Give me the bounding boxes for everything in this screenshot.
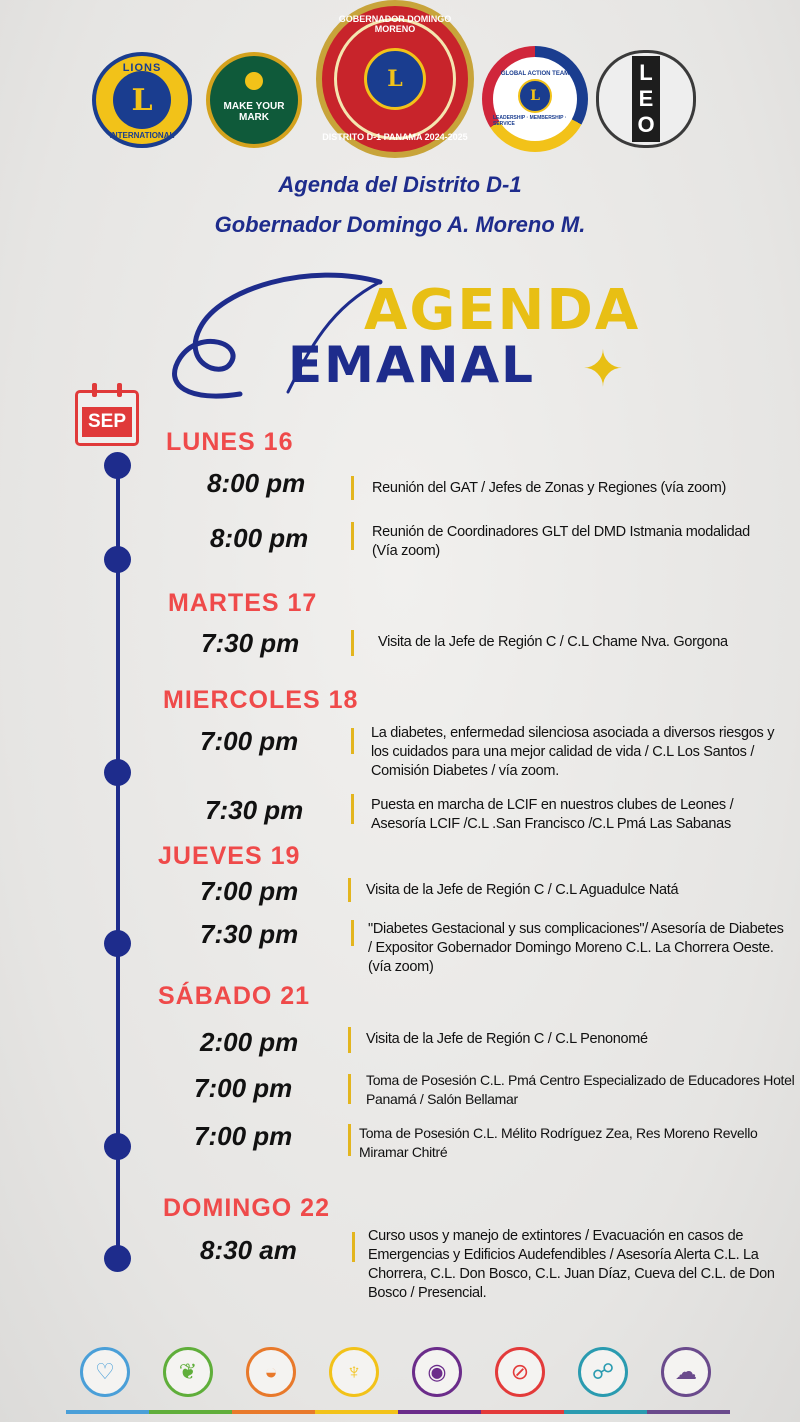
leo-letters: [632, 56, 660, 142]
event-divider: [351, 728, 354, 754]
timeline-node: [104, 452, 131, 479]
timeline-node: [104, 759, 131, 786]
seal-top-text: GOBERNADOR DOMINGO MORENO: [338, 14, 452, 34]
hands-heart-icon: ♡: [80, 1347, 130, 1397]
cause-color-strip: [149, 1410, 232, 1414]
event-time: 8:30 am: [200, 1235, 297, 1265]
cause-color-strip: [315, 1410, 398, 1414]
event-divider: [348, 1074, 351, 1104]
event-description: Visita de la Jefe de Región C / C.L Chame Nva. Gorgona: [378, 634, 728, 650]
lions-international-logo: [92, 52, 192, 148]
event-time: 8:00 pm: [210, 523, 309, 553]
title-semanal: EMANAL: [288, 336, 536, 394]
timeline-node: [104, 1133, 131, 1160]
gat-letter: L: [518, 79, 552, 113]
calendar-ring-left: [92, 383, 97, 397]
timeline-node: [104, 930, 131, 957]
ribbon-icon: ♆: [329, 1347, 379, 1397]
calendar-month: SEP: [82, 407, 132, 437]
cause-color-strip: [647, 1410, 730, 1414]
event-description: La diabetes, enfermedad silenciosa asociada a diversos riesgos y los cuidados para una mejor calidad de vida / C.L Los Santos / Comisión Diabetes / vía zoom.: [371, 725, 775, 779]
event-description: "Diabetes Gestacional y sus complicaciones"/ Asesoría de Diabetes / Expositor Gobernador Domingo Moreno C.L. La Chorrera Oeste. (vía zoom): [368, 921, 784, 975]
event-time: 7:30 pm: [201, 628, 300, 658]
event-divider: [348, 1027, 351, 1053]
make-your-mark-text: MAKE YOUR MARK: [223, 101, 285, 123]
event-description: Reunión del GAT / Jefes de Zonas y Regiones (vía zoom): [372, 480, 727, 496]
event-time: 7:00 pm: [194, 1073, 293, 1103]
lion-emblem-icon: [245, 72, 263, 90]
event-time: 7:00 pm: [194, 1121, 293, 1151]
day-heading: DOMINGO 22: [163, 1194, 330, 1222]
header-line-2: Gobernador Domingo A. Moreno M.: [214, 212, 586, 237]
global-action-team-logo: [482, 46, 588, 152]
timeline-node: [104, 1245, 131, 1272]
event-divider: [351, 920, 354, 946]
event-divider: [352, 1232, 355, 1262]
event-description: Puesta en marcha de LCIF en nuestros clubes de Leones / Asesoría LCIF /C.L .San Francisco /C.L Pmá Las Sabanas: [371, 797, 734, 832]
lions-logo-bottom-text: INTERNATIONAL: [109, 131, 175, 140]
leo-letter-l: L: [639, 60, 653, 85]
cause-color-strip: [66, 1410, 149, 1414]
day-heading: LUNES 16: [166, 428, 294, 456]
event-divider: [348, 1124, 351, 1156]
lions-logo-top-text: LIONS: [122, 62, 162, 74]
governor-seal-logo: [316, 0, 474, 158]
cause-color-strip: [481, 1410, 564, 1414]
event-description: Curso usos y manejo de extintores / Evacuación en casos de Emergencias y Edificios Audefendibles / Asesoría Alerta C.L. La Chorrera, C.L. Don Bosco, C.L. Juan Díaz, Cueva del C.L. de Don Bosco / Presencial.: [368, 1228, 775, 1301]
timeline-node: [104, 546, 131, 573]
cause-color-strip: [232, 1410, 315, 1414]
event-divider: [348, 878, 351, 902]
calendar-ring-right: [117, 383, 122, 397]
storm-cloud-icon: ☁: [661, 1347, 711, 1397]
gat-caption-top: GLOBAL ACTION TEAM: [500, 71, 570, 77]
title-agenda: AGENDA: [364, 278, 641, 343]
day-heading: JUEVES 19: [158, 842, 301, 870]
people-icon: ☍: [578, 1347, 628, 1397]
gat-caption-bottom: LEADERSHIP · MEMBERSHIP · SERVICE: [493, 115, 567, 127]
leo-logo: [596, 50, 696, 148]
event-divider: [351, 794, 354, 824]
seal-bottom-text: DISTRITO D-1 PANAMA 2024-2025: [322, 132, 468, 142]
event-time: 2:00 pm: [200, 1027, 299, 1057]
seal-core-letter: L: [364, 48, 426, 110]
day-heading: MARTES 17: [168, 589, 318, 617]
sparkle-star-icon: ✦: [582, 341, 624, 397]
event-time: 8:00 pm: [207, 468, 306, 498]
event-time: 7:30 pm: [205, 795, 304, 825]
calendar-icon: [75, 390, 139, 446]
event-description: Visita de la Jefe de Región C / C.L Aguadulce Natá: [366, 882, 679, 898]
helping-hand-icon: ⊘: [495, 1347, 545, 1397]
event-description: Visita de la Jefe de Región C / C.L Penonomé: [366, 1031, 648, 1047]
event-description: Toma de Posesión C.L. Mélito Rodríguez Zea, Res Moreno Revello Miramar Chitré: [359, 1125, 758, 1160]
event-description: Toma de Posesión C.L. Pmá Centro Especializado de Educadores Hotel Panamá / Salón Bellamar: [366, 1072, 795, 1107]
gat-logo-inner: [493, 57, 577, 141]
eye-icon: ◉: [412, 1347, 462, 1397]
leo-letter-e: E: [638, 86, 654, 111]
event-time: 7:00 pm: [200, 726, 299, 756]
event-divider: [351, 522, 354, 550]
header-line-1: Agenda del Distrito D-1: [278, 172, 522, 197]
event-time: 7:30 pm: [200, 919, 299, 949]
bowl-icon: ◒: [246, 1347, 296, 1397]
cause-color-strip: [564, 1410, 647, 1414]
leo-letter-o: O: [637, 112, 655, 137]
event-divider: [351, 630, 354, 656]
leaf-icon: ❦: [163, 1347, 213, 1397]
event-time: 7:00 pm: [200, 876, 299, 906]
make-your-mark-logo: [206, 52, 302, 148]
day-heading: MIERCOLES 18: [163, 686, 359, 714]
cause-color-strip: [398, 1410, 481, 1414]
lions-logo-letter: L: [113, 71, 171, 129]
day-heading: SÁBADO 21: [158, 982, 311, 1010]
event-divider: [351, 476, 354, 500]
event-description: Reunión de Coordinadores GLT del DMD Istmania modalidad (Vía zoom): [372, 524, 750, 559]
